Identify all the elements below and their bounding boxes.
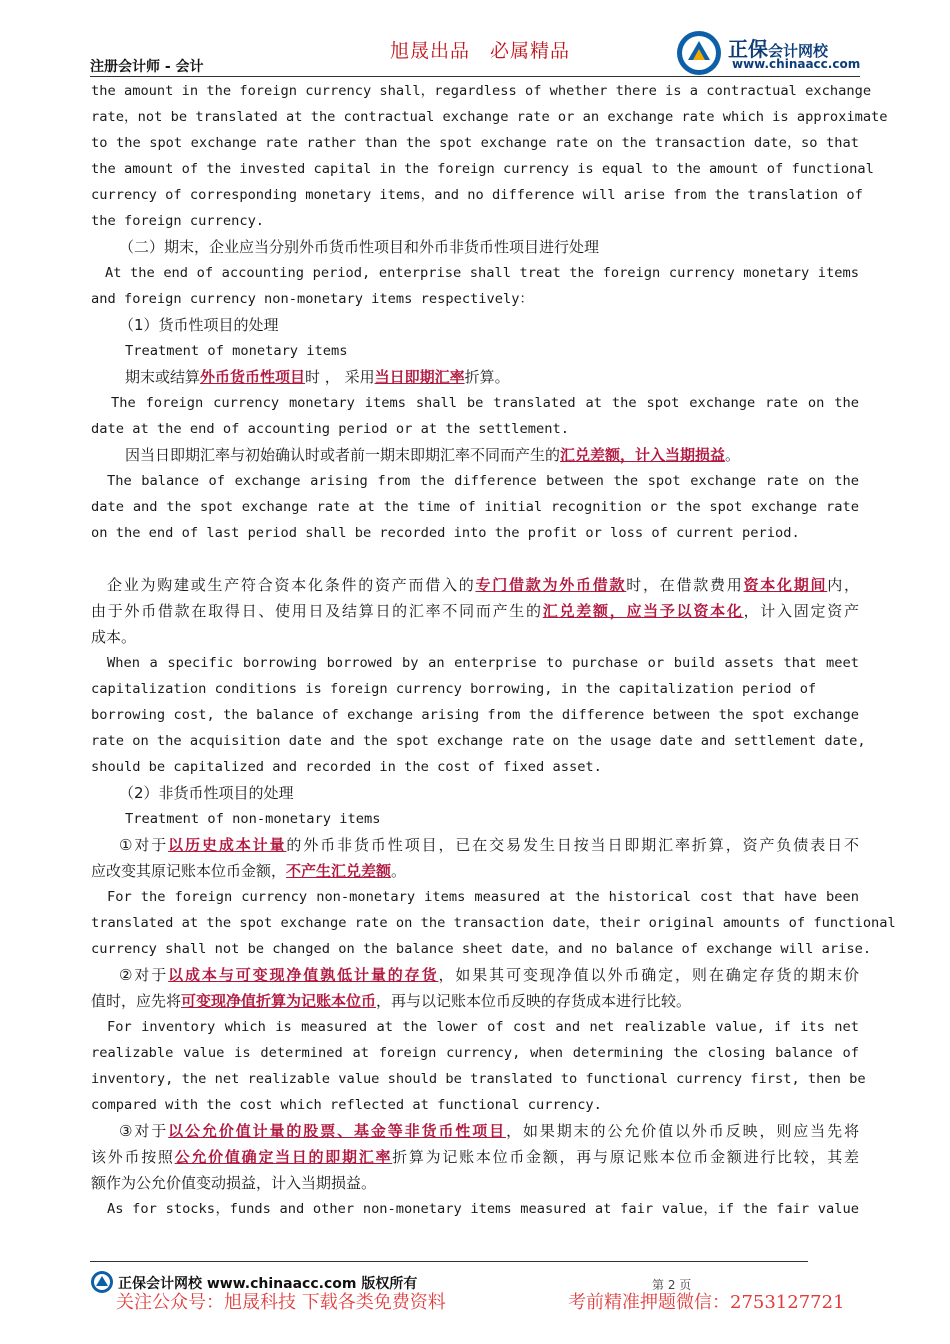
paragraph-fair-value-end: 额作为公允价值变动损益，计入当期损益。 (91, 1174, 377, 1192)
page-header (0, 0, 950, 80)
text-line: currency of corresponding monetary items，and no difference will arise from the translation of (91, 187, 863, 203)
paragraph-en-translation (91, 78, 888, 234)
subheading-non-monetary: （2）非货币性项目的处理 (119, 784, 294, 802)
text-line: When a specific borrowing borrowed by an enterprise to purchase or build assets that meet (107, 655, 859, 671)
highlight-term: 当日即期汇率 (374, 368, 465, 386)
paragraph-inventory: ②对于以成本与可变现净值孰低计量的存货，如果其可变现净值以外币确定，则在确定存货的期末价 (119, 966, 859, 984)
footer-copyright: 正保会计网校 www.chinaacc.com 版权所有 (118, 1276, 418, 1292)
highlight-term: 资本化期间 (743, 576, 828, 594)
section-heading-period-end: （二）期末，企业应当分别外币货币性项目和外币非货币性项目进行处理 (119, 238, 600, 256)
highlight-term: 以成本与可变现净值孰低计量的存货 (168, 966, 439, 984)
text-line: compared with the cost which reflected at functional currency. (91, 1097, 602, 1113)
text-line: date at the end of accounting period or at the settlement. (91, 421, 569, 437)
highlight-term: 以历史成本计量 (168, 836, 287, 854)
text-line: inventory, the net realizable value should be translated to functional currency first, then be (91, 1071, 866, 1087)
highlight-term: 可变现净值折算为记账本位币 (181, 992, 377, 1010)
paragraph-inventory-cont: 值时，应先将可变现净值折算为记账本位币，再与以记账本位币反映的存货成本进行比较。 (91, 992, 692, 1010)
text-line: on the end of last period shall be recorded into the profit or loss of current period. (91, 525, 800, 541)
text-line: As for stocks，funds and other non-monetary items measured at fair value，if the fair value (107, 1201, 859, 1217)
text-line: The foreign currency monetary items shall be translated at the spot exchange rate on the (111, 395, 859, 411)
header-divider (90, 76, 860, 77)
subheading-monetary: （1）货币性项目的处理 (119, 316, 279, 334)
paragraph-fair-value: ③对于以公允价值计量的股票、基金等非货币性项目，如果期末的公允价值以外币反映，则应当先将 (119, 1122, 859, 1140)
paragraph-borrowing-cont: 由于外币借款在取得日、使用日及结算日的汇率不同而产生的汇兑差额，应当予以资本化，计入固定资产 (91, 602, 859, 620)
page-number: 第 2 页 (652, 1278, 692, 1292)
highlight-term: 以公允价值计量的股票、基金等非货币性项目 (168, 1122, 507, 1140)
text-line: translated at the spot exchange rate on the transaction date，their original amounts of functional (91, 915, 896, 931)
highlight-term: 汇兑差额，应当予以资本化 (542, 602, 744, 620)
text-line: and foreign currency non-monetary items respectively： (91, 291, 534, 307)
logo-url: www.chinaacc.com (732, 57, 861, 71)
paragraph-borrowing: 企业为购建或生产符合资本化条件的资产而借入的专门借款为外币借款时，在借款费用资本化期间内， (107, 576, 859, 594)
text-line: date and the spot exchange rate at the time of initial recognition or the spot exchange rate (91, 499, 859, 515)
text-line: the amount of the invested capital in the foreign currency is equal to the amount of functional (91, 161, 874, 177)
highlight-term: 汇兑差额，计入当期损益 (560, 446, 726, 464)
paragraph-borrowing-end: 成本。 (91, 628, 137, 646)
paragraph-historical-cost: ①对于以历史成本计量的外币非货币性项目，已在交易发生日按当日即期汇率折算，资产负债表日不 (119, 836, 859, 854)
text-line: For the foreign currency non-monetary items measured at the historical cost that have been (107, 889, 859, 905)
blank-line (91, 546, 859, 572)
course-title: 注册会计师 - 会计 (90, 59, 204, 75)
document-body (91, 78, 896, 1222)
text-line: borrowing cost, the balance of exchange arising from the difference between the spot exchange (91, 707, 859, 723)
header-slogan: 旭晟出品 必属精品 (390, 40, 571, 62)
subheading-non-monetary-en: Treatment of non-monetary items (125, 811, 381, 827)
paragraph-monetary-rule: 期末或结算外币货币性项目时 ， 采用当日即期汇率折算。 (125, 368, 510, 386)
text-line: currency shall not be changed on the balance sheet date，and no balance of exchange will arise. (91, 941, 872, 957)
logo-name: 正保会计网校 (728, 37, 829, 61)
brand-logo[interactable] (676, 30, 876, 76)
text-line: to the spot exchange rate rather than the spot exchange rate on the transaction date，so that (91, 135, 859, 151)
text-line: rate，not be translated at the contractual exchange rate or an exchange rate which is approximate (91, 109, 888, 125)
text-line: the amount in the foreign currency shall，regardless of whether there is a contractual exchange (91, 83, 872, 99)
highlight-term: 公允价值确定当日的即期汇率 (174, 1148, 393, 1166)
paragraph-fair-value-cont: 该外币按照公允价值确定当日的即期汇率折算为记账本位币金额，再与原记账本位币金额进行比较，其差 (91, 1148, 859, 1166)
promo-follow-account: 关注公众号：旭晟科技 下载各类免费资料 (116, 1292, 446, 1313)
text-line: should be capitalized and recorded in the cost of fixed asset. (91, 759, 602, 775)
footer-logo-icon (90, 1270, 114, 1294)
subheading-monetary-en: Treatment of monetary items (125, 343, 348, 359)
paragraph-exchange-difference: 因当日即期汇率与初始确认时或者前一期末即期汇率不同而产生的汇兑差额，计入当期损益。 (125, 446, 741, 464)
highlight-term: 不产生汇兑差额 (286, 862, 392, 880)
logo-badge-icon (676, 30, 722, 76)
footer-divider (90, 1261, 808, 1262)
text-line: For inventory which is measured at the lower of cost and net realizable value, if its net (107, 1019, 859, 1035)
text-line: At the end of accounting period, enterprise shall treat the foreign currency monetary items (105, 265, 859, 281)
text-line: realizable value is determined at foreign currency, when determining the closing balance of (91, 1045, 859, 1061)
text-line: The balance of exchange arising from the difference between the spot exchange rate on the (107, 473, 859, 489)
paragraph-historical-cost-cont: 应改变其原记账本位币金额，不产生汇兑差额。 (91, 862, 407, 880)
highlight-term: 专门借款为外币借款 (475, 576, 627, 594)
text-line: the foreign currency. (91, 213, 265, 229)
text-line: capitalization conditions is foreign currency borrowing, in the capitalization period of (91, 681, 817, 697)
promo-wechat-contact: 考前精准押题微信：2753127721 (568, 1292, 845, 1313)
highlight-term: 外币货币性项目 (200, 368, 306, 386)
text-line: rate on the acquisition date and the spot exchange rate on the usage date and settlement date, (91, 733, 866, 749)
